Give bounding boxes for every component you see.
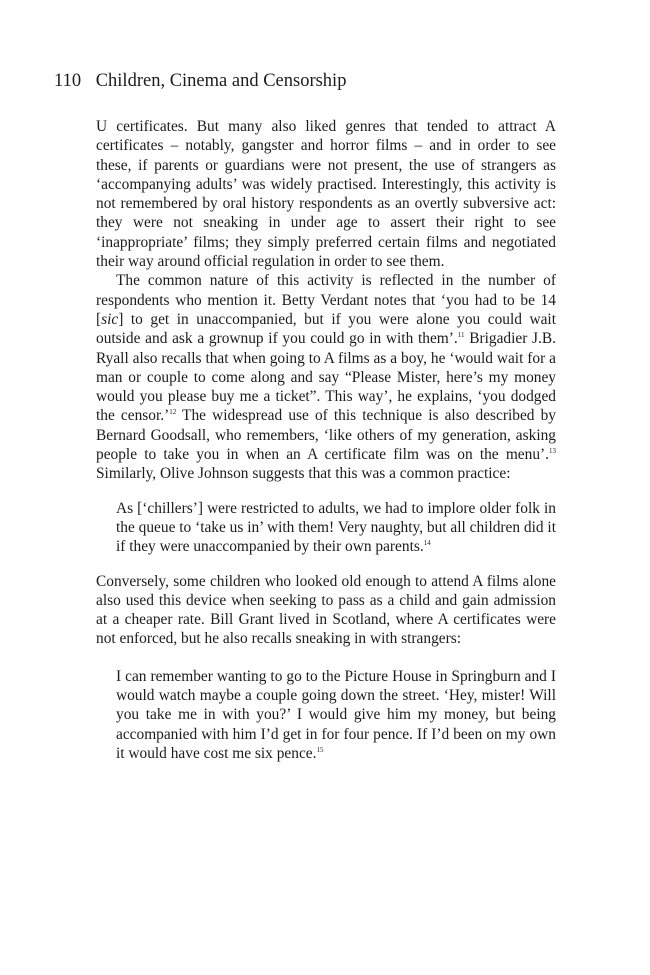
running-head [54,70,346,92]
footnote-ref-14: 14 [423,539,431,548]
footnote-ref-15: 15 [316,745,324,754]
paragraph-3: Conversely, some children who looked old enough to attend A films alone also used this device when seeking to pass as a child and gain admission at a cheaper rate. Bill Grant lived in Scotland, where A certificates were not enforced, but he also recalls sneaking in with strangers: [96,572,556,648]
paragraph-1: U certificates. But many also liked genres that tended to attract A certificates – notably, gangster and horror films – and in order to see these, if parents or guardians were not present, the use of strangers as ‘accompanying adults’ was widely practised. Interestingly, this activity is not remembered by oral history respondents as an overtly subversive act: they were not sneaking in under age to assert their right to see ‘inappropriate’ films; they simply preferred certain films and negotiated their way around official regulation in order to see them. [96,118,556,271]
footnote-ref-12: 12 [169,408,177,417]
paragraph-2 [96,271,556,483]
page-number: 110 [54,71,82,91]
footnote-ref-11: 11 [457,331,465,340]
body-text [96,117,556,778]
paragraph-2-text-e: Similarly, Olive Johnson suggests that this was a common practice: [96,465,511,483]
paragraph-2-text-a: The common nature of this activity is reflected in the number of respondents who mention it. Betty Verdant notes that ‘you had to be 14 [ [96,272,556,328]
quote-1-text: As [‘chillers’] were restricted to adults, we had to implore older folk in the queue to ‘take us in’ with them! Very naughty, but all children did it if they were unaccompanied by their own parents. [116,499,556,556]
paragraph-2-text-c: Brigadier J.B. Ryall also recalls that when going to A films as a boy, he ‘would wait for a man or couple to come along and say “Please Mister, here’s my money would you please buy me a ticket”. This way’, he explains, ‘you dodged the censor.’ [96,330,556,425]
block-quote-1 [116,499,556,557]
footnote-ref-13: 13 [549,447,556,456]
sic-italic: sic [101,310,119,328]
paragraph-2-text-b: ] to get in unaccompanied, but if you were alone you could wait outside and ask a grownup if you could go in with them’. [96,310,556,348]
book-title: Children, Cinema and Censorship [95,71,347,91]
paragraph-2-text-d: The widespread use of this technique is also described by Bernard Goodsall, who remembers, ‘like others of my generation, asking people to take you in when an A certificate film was on the menu’. [96,407,556,464]
quote-2-text: I can remember wanting to go to the Picture House in Springburn and I would watch maybe a couple going down the street. ‘Hey, mister! Will you take me in with you?’ I would give him my money, but being accompanied with him I’d get in for four pence. If I’d been on my own it would have cost me six pence. [116,667,556,762]
block-quote-2 [116,667,556,763]
